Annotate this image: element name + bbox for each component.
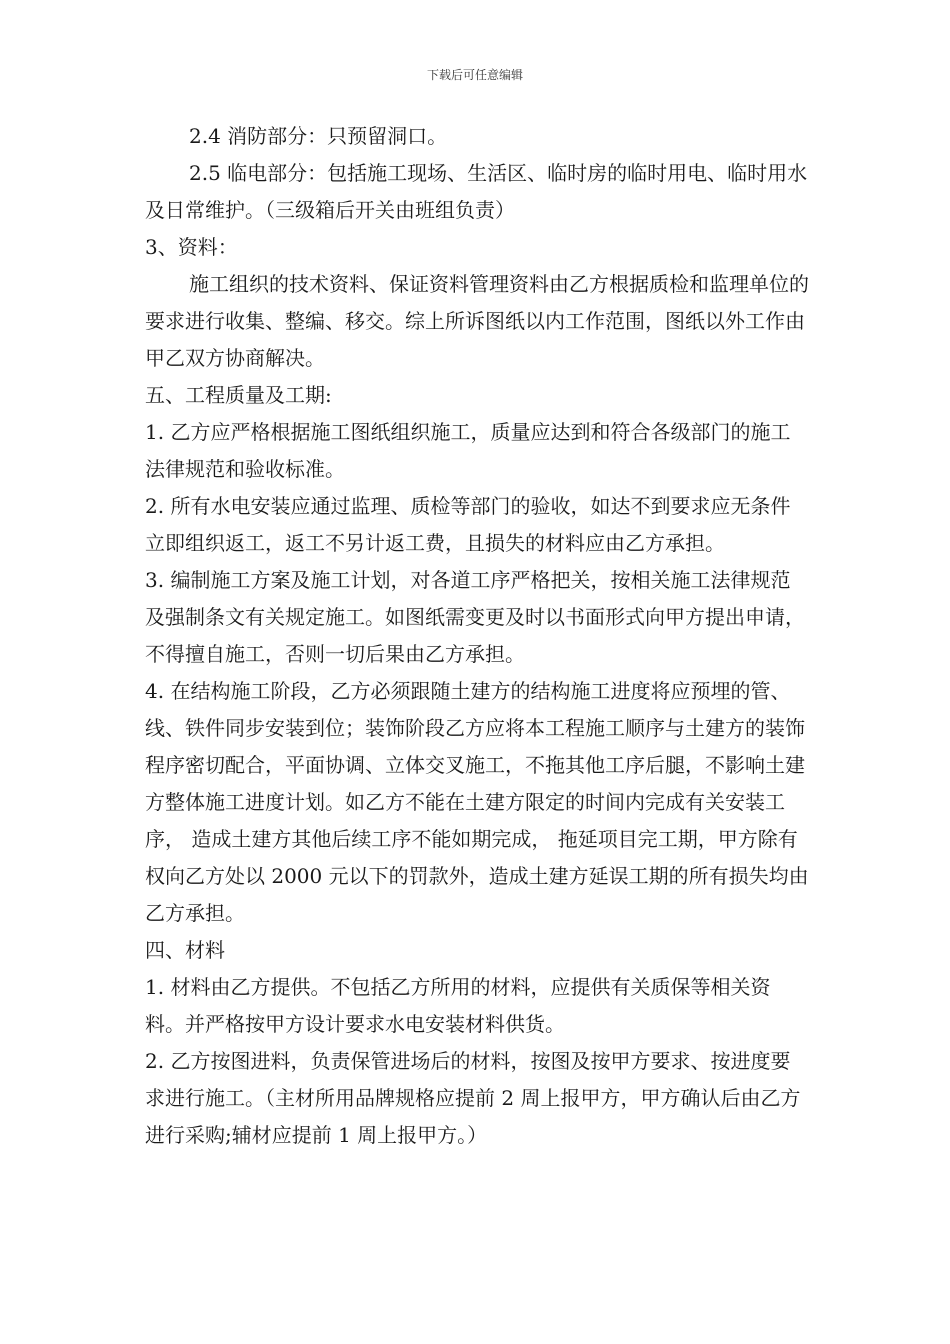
paragraph-temporary-power: 2.5 临电部分：包括施工现场、生活区、临时房的临时用电、临时用水及日常维护。（三级箱后开关由班组负责） <box>145 161 808 222</box>
document-body <box>145 118 809 1154</box>
paragraph-technical-docs: 施工组织的技术资料、保证资料管理资料由乙方根据质检和监理单位的要求进行收集、整编、移交。综上所诉图纸以内工作范围，图纸以外工作由甲乙双方协商解决。 <box>145 272 809 370</box>
list-item-quality-1: 1. 乙方应严格根据施工图纸组织施工，质量应达到和符合各级部门的施工法律规范和验收标准。 <box>145 420 791 481</box>
section-heading-materials-docs: 3、资料： <box>145 235 238 259</box>
section-heading-materials: 四、材料 <box>145 938 225 962</box>
list-item-materials-1: 1. 材料由乙方提供。不包括乙方所用的材料，应提供有关质保等相关资料。并严格按甲方设计要求水电安装材料供货。 <box>145 975 771 1036</box>
section-heading-quality-schedule: 五、工程质量及工期: <box>145 383 332 407</box>
list-item-quality-3: 3. 编制施工方案及施工计划，对各道工序严格把关，按相关施工法律规范及强制条文有关规定施工。如图纸需变更及时以书面形式向甲方提出申请，不得擅自施工，否则一切后果由乙方承担。 <box>145 568 805 666</box>
list-item-quality-4: 4. 在结构施工阶段，乙方必须跟随土建方的结构施工进度将应预埋的管、线、铁件同步安装到位；装饰阶段乙方应将本工程施工顺序与土建方的装饰程序密切配合，平面协调、立体交叉施工，不拖其他工序后腿，不影响土建方整体施工进度计划。如乙方不能在土建方限定的时间内完成有关安装工序， 造成土建方其他后续工序不能如期完成， 拖延项目完工期，甲方除有权向乙方处以 2000 元以下的罚款外，造成土建方延误工期的所有损失均由乙方承担。 <box>145 679 809 925</box>
page-header: 下载后可任意编辑 <box>426 68 523 82</box>
list-item-quality-2: 2. 所有水电安装应通过监理、质检等部门的验收，如达不到要求应无条件立即组织返工，返工不另计返工费，且损失的材料应由乙方承担。 <box>145 494 791 555</box>
list-item-materials-2: 2. 乙方按图进料，负责保管进场后的材料，按图及按甲方要求、按进度要求进行施工。（主材所用品牌规格应提前 2 周上报甲方，甲方确认后由乙方进行采购;辅材应提前 1 周上报甲方。） <box>145 1049 801 1147</box>
paragraph-fire-protection: 2.4 消防部分：只预留洞口。 <box>189 124 448 148</box>
